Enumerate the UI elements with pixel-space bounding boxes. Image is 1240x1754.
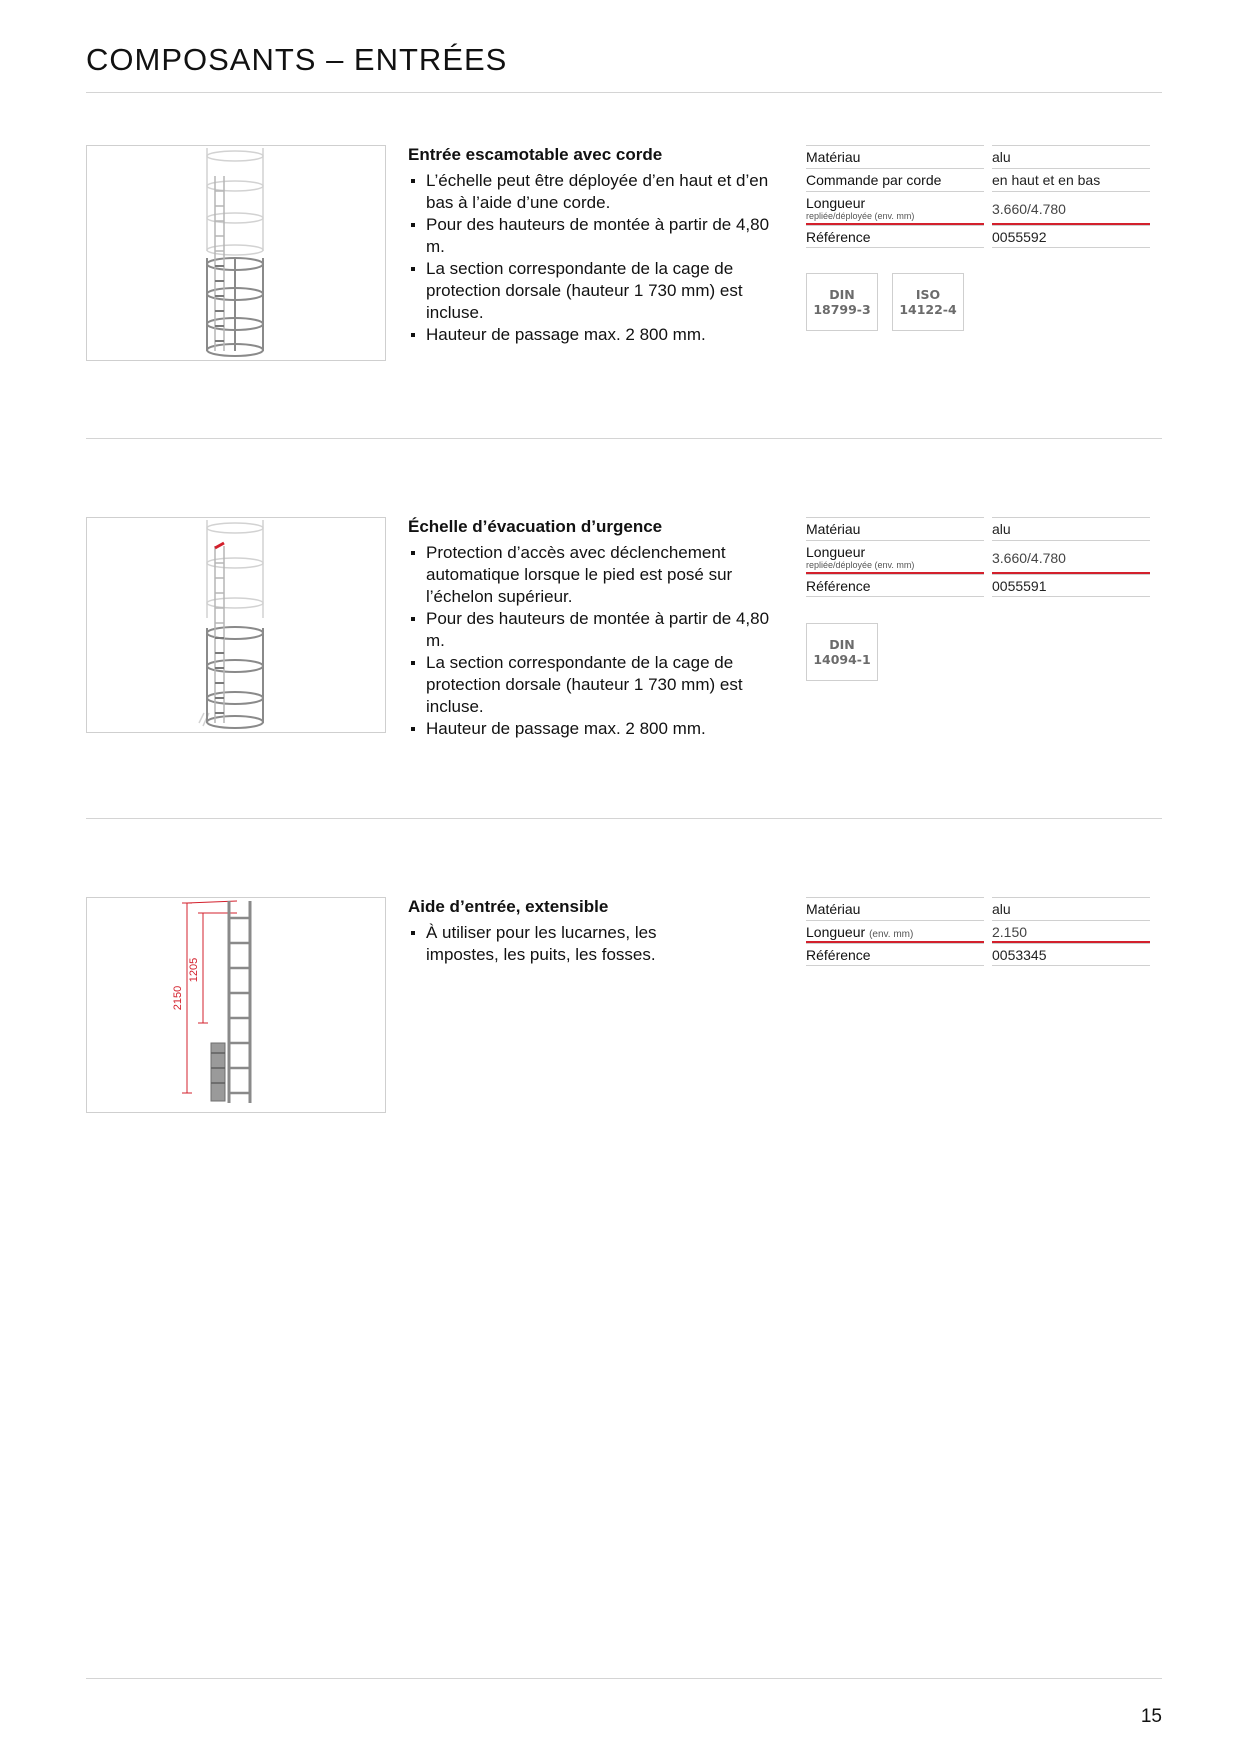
spec-value: 0055591 xyxy=(992,574,1150,597)
badge-line2: 18799-3 xyxy=(813,302,871,317)
spec-value: 0053345 xyxy=(992,943,1150,966)
spec-value: 0055592 xyxy=(992,225,1150,248)
feature-item: Pour des hauteurs de montée à partir de 4,80 m. xyxy=(408,608,788,652)
feature-item: Protection d’accès avec déclenchement automatique lorsque le pied est posé sur l’échelon supérieur. xyxy=(408,542,788,608)
spec-table-3 xyxy=(806,897,1150,966)
product-image-1 xyxy=(86,145,386,361)
footer-divider xyxy=(86,1678,1162,1679)
feature-item: Hauteur de passage max. 2 800 mm. xyxy=(408,324,788,346)
spec-label: Référence xyxy=(806,574,984,597)
product-description-2 xyxy=(408,517,788,740)
spec-row-rope-control xyxy=(806,168,1150,191)
spec-row-length xyxy=(806,920,1150,943)
product-title: Aide d’entrée, extensible xyxy=(408,897,609,916)
spec-label xyxy=(806,920,984,943)
standard-badges-2 xyxy=(806,623,878,681)
spec-label-sub: repliée/déployée (env. mm) xyxy=(806,560,915,570)
standard-badge-din xyxy=(806,273,878,331)
product-title: Entrée escamotable avec corde xyxy=(408,145,663,164)
standard-badges-1 xyxy=(806,273,964,331)
product-image-2 xyxy=(86,517,386,733)
feature-list xyxy=(408,170,788,346)
spec-value: alu xyxy=(992,517,1150,540)
spec-label: Matériau xyxy=(806,517,984,540)
spec-row-length xyxy=(806,191,1150,225)
evacuation-ladder-illustration xyxy=(87,518,387,734)
product-description-3 xyxy=(408,897,788,966)
spec-label-sub: repliée/déployée (env. mm) xyxy=(806,211,915,221)
badge-line2: 14094-1 xyxy=(813,652,871,667)
standard-badge-iso xyxy=(892,273,964,331)
spec-row-reference xyxy=(806,943,1150,966)
spec-label: Commande par corde xyxy=(806,168,984,191)
spec-label: Référence xyxy=(806,225,984,248)
spec-label-text: Longueur xyxy=(806,195,866,211)
spec-value: en haut et en bas xyxy=(992,168,1150,191)
spec-row-material xyxy=(806,897,1150,920)
spec-label xyxy=(806,540,984,574)
badge-line2: 14122-4 xyxy=(899,302,957,317)
dimension-section-label: 1205 xyxy=(188,957,200,983)
spec-label-text: Longueur xyxy=(806,544,866,560)
spec-value: 3.660/4.780 xyxy=(992,540,1150,574)
spec-label-sub: (env. mm) xyxy=(869,929,914,940)
spec-value: 2.150 xyxy=(992,920,1150,943)
section-divider xyxy=(86,438,1162,439)
spec-row-length xyxy=(806,540,1150,574)
feature-item: La section correspondante de la cage de protection dorsale (hauteur 1 730 mm) est incluse. xyxy=(408,258,788,324)
extensible-ladder-illustration xyxy=(87,898,387,1114)
badge-line1: DIN xyxy=(829,287,855,302)
spec-value: alu xyxy=(992,145,1150,168)
product-title: Échelle d’évacuation d’urgence xyxy=(408,517,663,536)
spec-label-text: Longueur xyxy=(806,924,866,940)
spec-row-material xyxy=(806,145,1150,168)
standard-badge-din xyxy=(806,623,878,681)
product-description-1 xyxy=(408,145,788,346)
spec-table-1 xyxy=(806,145,1150,248)
spec-label: Matériau xyxy=(806,145,984,168)
spec-value: 3.660/4.780 xyxy=(992,191,1150,225)
page-title: COMPOSANTS – ENTRÉES xyxy=(86,42,508,77)
badge-line1: ISO xyxy=(915,287,941,302)
feature-item: À utiliser pour les lucarnes, les impostes, les puits, les fosses. xyxy=(408,922,708,966)
section-divider xyxy=(86,818,1162,819)
product-section-2 xyxy=(86,517,1162,747)
feature-item: Pour des hauteurs de montée à partir de 4,80 m. xyxy=(408,214,788,258)
page-number: 15 xyxy=(1140,1706,1162,1727)
feature-list xyxy=(408,542,788,740)
spec-label: Référence xyxy=(806,943,984,966)
product-image-3 xyxy=(86,897,386,1113)
spec-label: Matériau xyxy=(806,897,984,920)
spec-table-2 xyxy=(806,517,1150,597)
caged-ladder-illustration xyxy=(87,146,387,362)
header-divider xyxy=(86,92,1162,93)
spec-row-material xyxy=(806,517,1150,540)
dimension-total-label: 2150 xyxy=(172,985,184,1011)
spec-row-reference xyxy=(806,225,1150,248)
spec-label xyxy=(806,191,984,225)
feature-item: L’échelle peut être déployée d’en haut et d’en bas à l’aide d’une corde. xyxy=(408,170,788,214)
spec-row-reference xyxy=(806,574,1150,597)
badge-line1: DIN xyxy=(829,637,855,652)
product-section-3 xyxy=(86,897,1162,1127)
spec-value: alu xyxy=(992,897,1150,920)
product-section-1 xyxy=(86,145,1162,375)
feature-item: Hauteur de passage max. 2 800 mm. xyxy=(408,718,788,740)
feature-list xyxy=(408,922,708,966)
feature-item: La section correspondante de la cage de protection dorsale (hauteur 1 730 mm) est incluse. xyxy=(408,652,788,718)
